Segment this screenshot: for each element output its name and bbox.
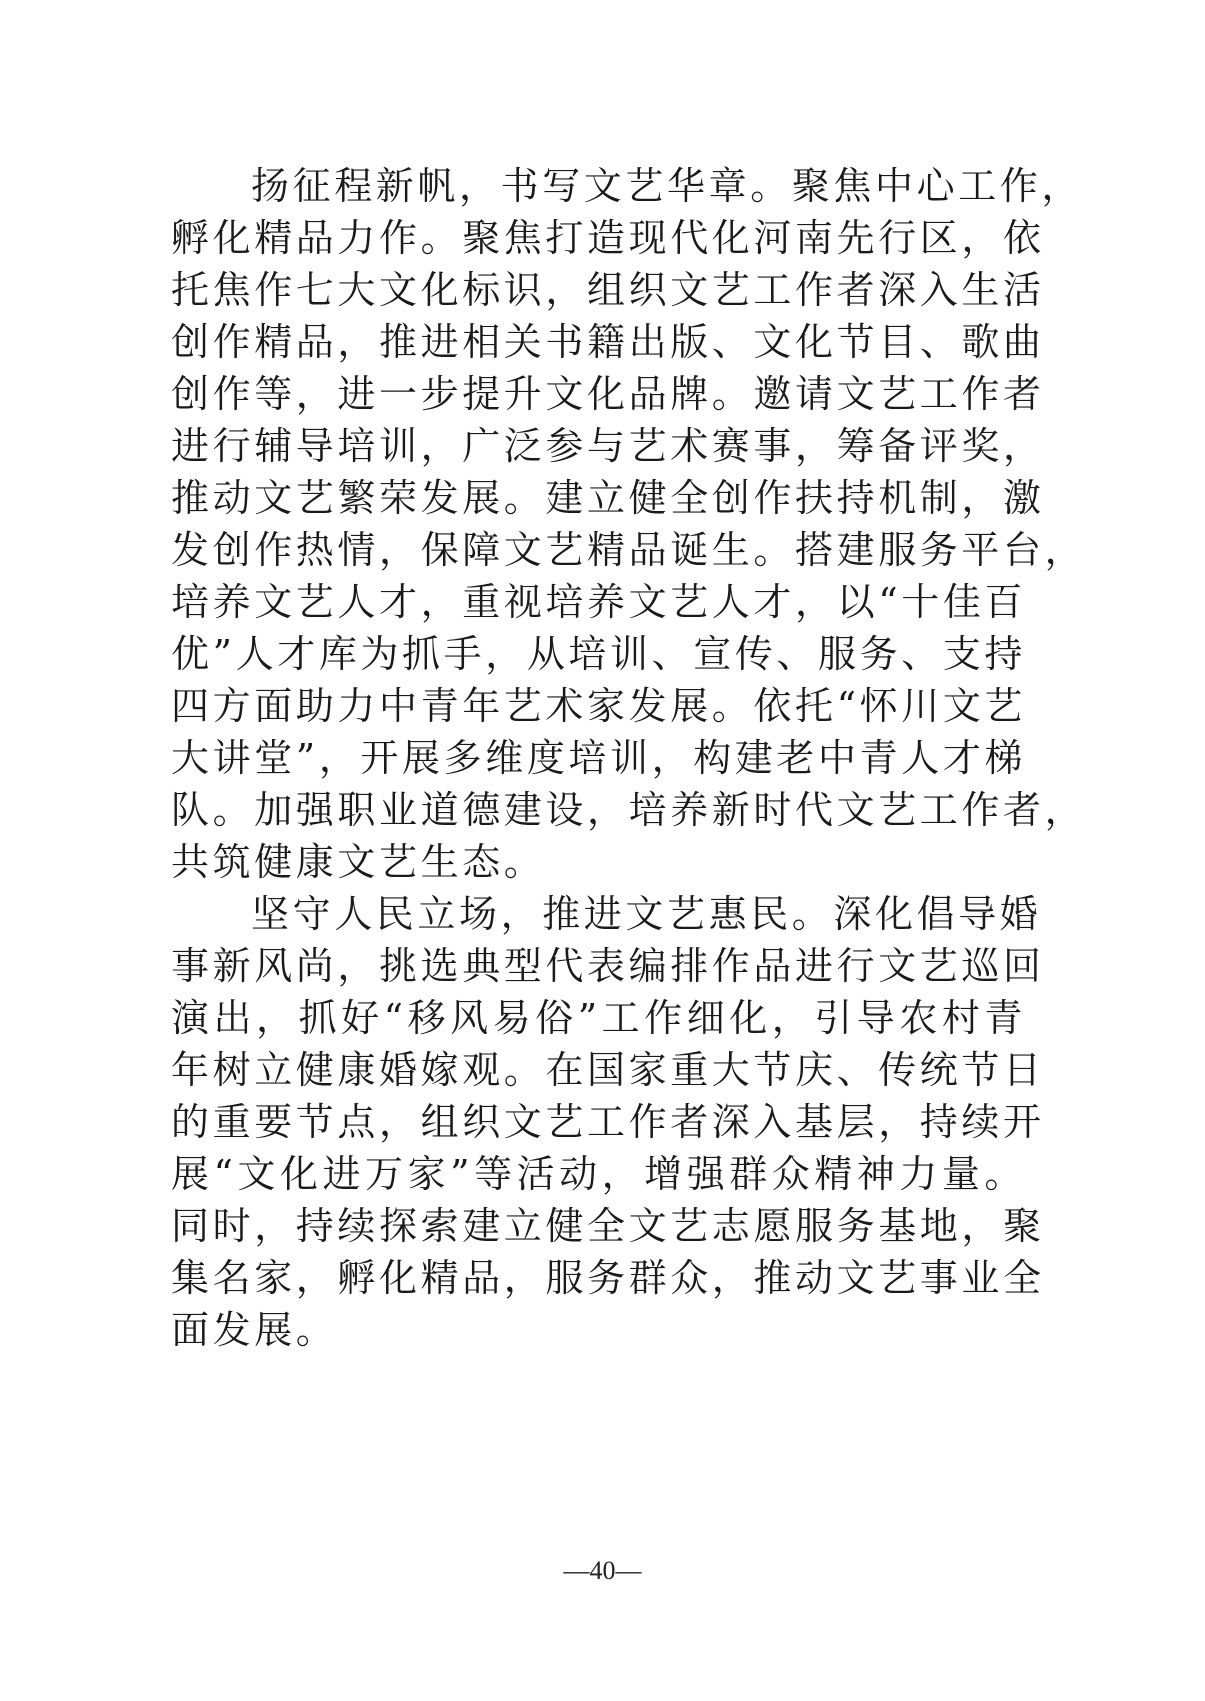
text-line: 扬征程新帆，书写文艺华章。聚焦中心工作， bbox=[251, 164, 1084, 208]
text-line: 进行辅导培训，广泛参与艺术赛事，筹备评奖， bbox=[171, 424, 1045, 468]
text-line: 推动文艺繁荣发展。建立健全创作扶持机制，激 bbox=[171, 476, 1045, 520]
text-line: 孵化精品力作。聚焦打造现代化河南先行区，依 bbox=[171, 216, 1045, 260]
text-line: 共筑健康文艺生态。 bbox=[171, 840, 546, 884]
text-line: 创作精品，推进相关书籍出版、文化节目、歌曲 bbox=[171, 320, 1045, 364]
text-line: 创作等，进一步提升文化品牌。邀请文艺工作者 bbox=[171, 372, 1045, 416]
text-line: 面发展。 bbox=[171, 1308, 338, 1352]
text-line: 同时，持续探索建立健全文艺志愿服务基地，聚 bbox=[171, 1204, 1045, 1248]
text-line: 集名家，孵化精品，服务群众，推动文艺事业全 bbox=[171, 1256, 1045, 1300]
page-number: —40— bbox=[563, 1556, 642, 1585]
text-line: 发创作热情，保障文艺精品诞生。搭建服务平台， bbox=[171, 528, 1087, 572]
text-line: 展“文化进万家”等活动，增强群众精神力量。 bbox=[171, 1152, 1026, 1196]
text-line: 优”人才库为抓手，从培训、宣传、服务、支持 bbox=[171, 632, 1027, 676]
text-line: 的重要节点，组织文艺工作者深入基层，持续开 bbox=[171, 1100, 1045, 1144]
text-line: 年树立健康婚嫁观。在国家重大节庆、传统节日 bbox=[171, 1048, 1045, 1092]
text-line: 事新风尚，挑选典型代表编排作品进行文艺巡回 bbox=[171, 944, 1045, 988]
text-line: 演出，抓好“移风易俗”工作细化，引导农村青 bbox=[171, 996, 1026, 1040]
text-line: 大讲堂”，开展多维度培训，构建老中青人才梯 bbox=[171, 736, 1027, 780]
text-line: 托焦作七大文化标识，组织文艺工作者深入生活 bbox=[171, 268, 1045, 312]
text-line: 队。加强职业道德建设，培养新时代文艺工作者， bbox=[171, 788, 1087, 832]
text-line: 坚守人民立场，推进文艺惠民。深化倡导婚 bbox=[251, 892, 1042, 936]
text-line: 四方面助力中青年艺术家发展。依托“怀川文艺 bbox=[171, 684, 1027, 728]
text-line: 培养文艺人才，重视培养文艺人才，以“十佳百 bbox=[171, 580, 1027, 624]
